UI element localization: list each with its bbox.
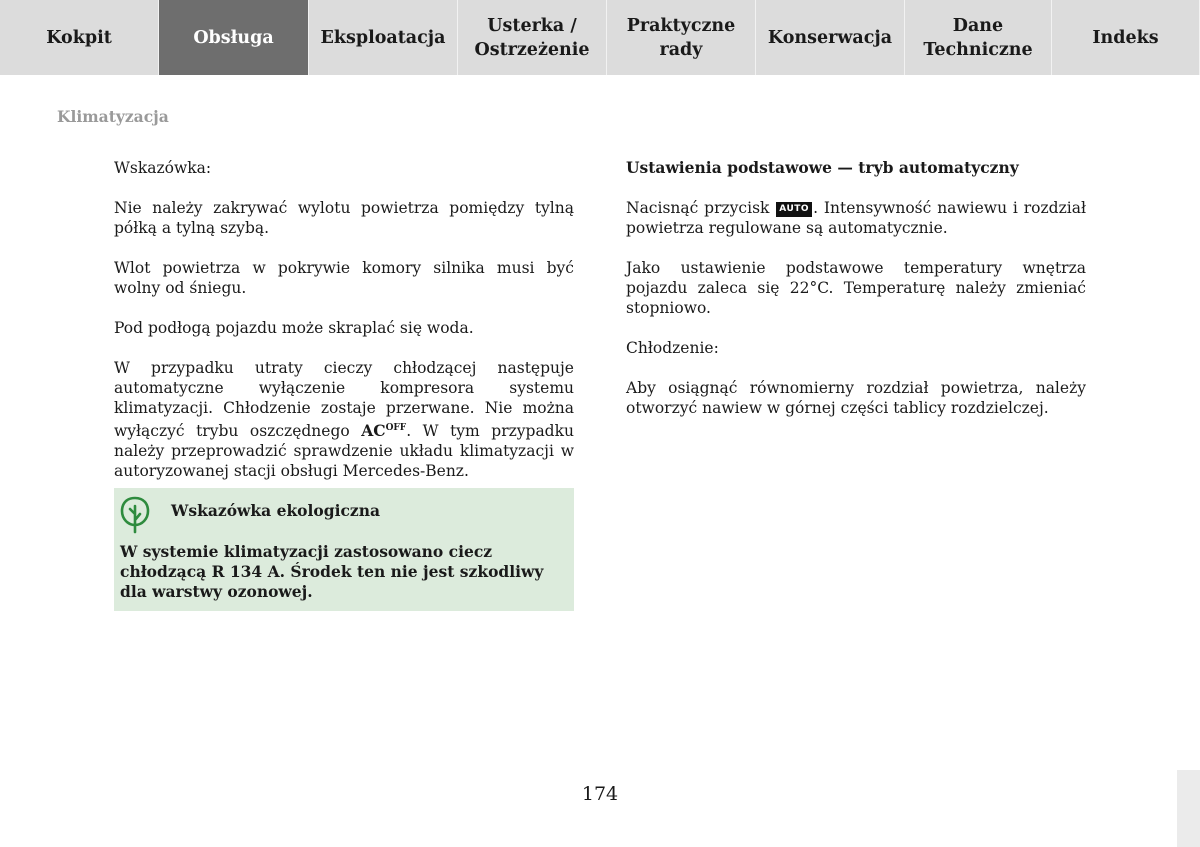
tab-kokpit[interactable]: Kokpit (0, 0, 159, 75)
paragraph (626, 198, 1086, 238)
eco-note-text: W systemie klimatyzacji zastosowano ciecz chłodzącą R 134 A. Środek ten nie jest szkodliwy dla warstwy ozonowej. (120, 542, 544, 601)
eco-note-title: Wskazówka ekologiczna (171, 501, 381, 520)
tree-icon (120, 496, 150, 534)
paragraph-text: . W tym przypadku należy przeprowadzić sprawdzenie układu klimatyzacji w autoryzowanej stacji obsługi Mercedes-Benz. (114, 422, 574, 480)
cooling-heading: Chłodzenie: (626, 339, 719, 357)
auto-button-icon: AUTO (776, 202, 812, 217)
tab-praktyczne-rady[interactable]: Praktyczne rady (607, 0, 756, 75)
paragraph: Nie należy zakrywać wylotu powietrza pomiędzy tylną półką a tylną szybą. (114, 199, 574, 237)
tab-usterka-ostrzezenie[interactable]: Usterka / Ostrzeżenie (458, 0, 607, 75)
paragraph: Jako ustawienie podstawowe temperatury wnętrza pojazdu zaleca się 22°C. Temperaturę należy zmieniać stopniowo. (626, 259, 1086, 317)
page-edge-marker (1177, 770, 1200, 847)
paragraph-text: . Intensywność nawiewu i rozdział powietrza regulowane są automatycznie. (626, 199, 1086, 237)
paragraph-text: W przypadku utraty cieczy chłodzącej następuje automatyczne wyłączenie kompresora systemu klimatyzacji. Chłodzenie zostaje przerwane. Nie można wyłączyć trybu oszczędnego (114, 359, 574, 440)
tab-eksploatacja[interactable]: Eksploatacja (309, 0, 458, 75)
tab-dane-techniczne[interactable]: Dane Techniczne (905, 0, 1052, 75)
paragraph-text: Nacisnąć przycisk (626, 199, 776, 217)
ac-symbol: AC (361, 421, 386, 440)
paragraph (114, 358, 574, 481)
chapter-tabs (0, 0, 1200, 75)
paragraph: Aby osiągnąć równomierny rozdział powietrza, należy otworzyć nawiew w górnej części tablicy rozdzielczej. (626, 379, 1086, 417)
subsection-heading: Ustawienia podstawowe — tryb automatyczny (626, 158, 1019, 177)
page-number: 174 (581, 783, 619, 805)
left-column (114, 158, 574, 501)
tab-indeks[interactable]: Indeks (1052, 0, 1200, 75)
section-title: Klimatyzacja (57, 107, 169, 126)
tab-obsluga[interactable]: Obsługa (159, 0, 309, 75)
paragraph: Pod podłogą pojazdu może skraplać się woda. (114, 319, 474, 337)
tab-konserwacja[interactable]: Konserwacja (756, 0, 905, 75)
note-heading: Wskazówka: (114, 159, 212, 177)
paragraph: Wlot powietrza w pokrywie komory silnika musi być wolny od śniegu. (114, 259, 574, 297)
eco-note-box (114, 488, 574, 611)
ac-off-superscript: OFF (385, 423, 407, 433)
right-column (626, 158, 1086, 438)
